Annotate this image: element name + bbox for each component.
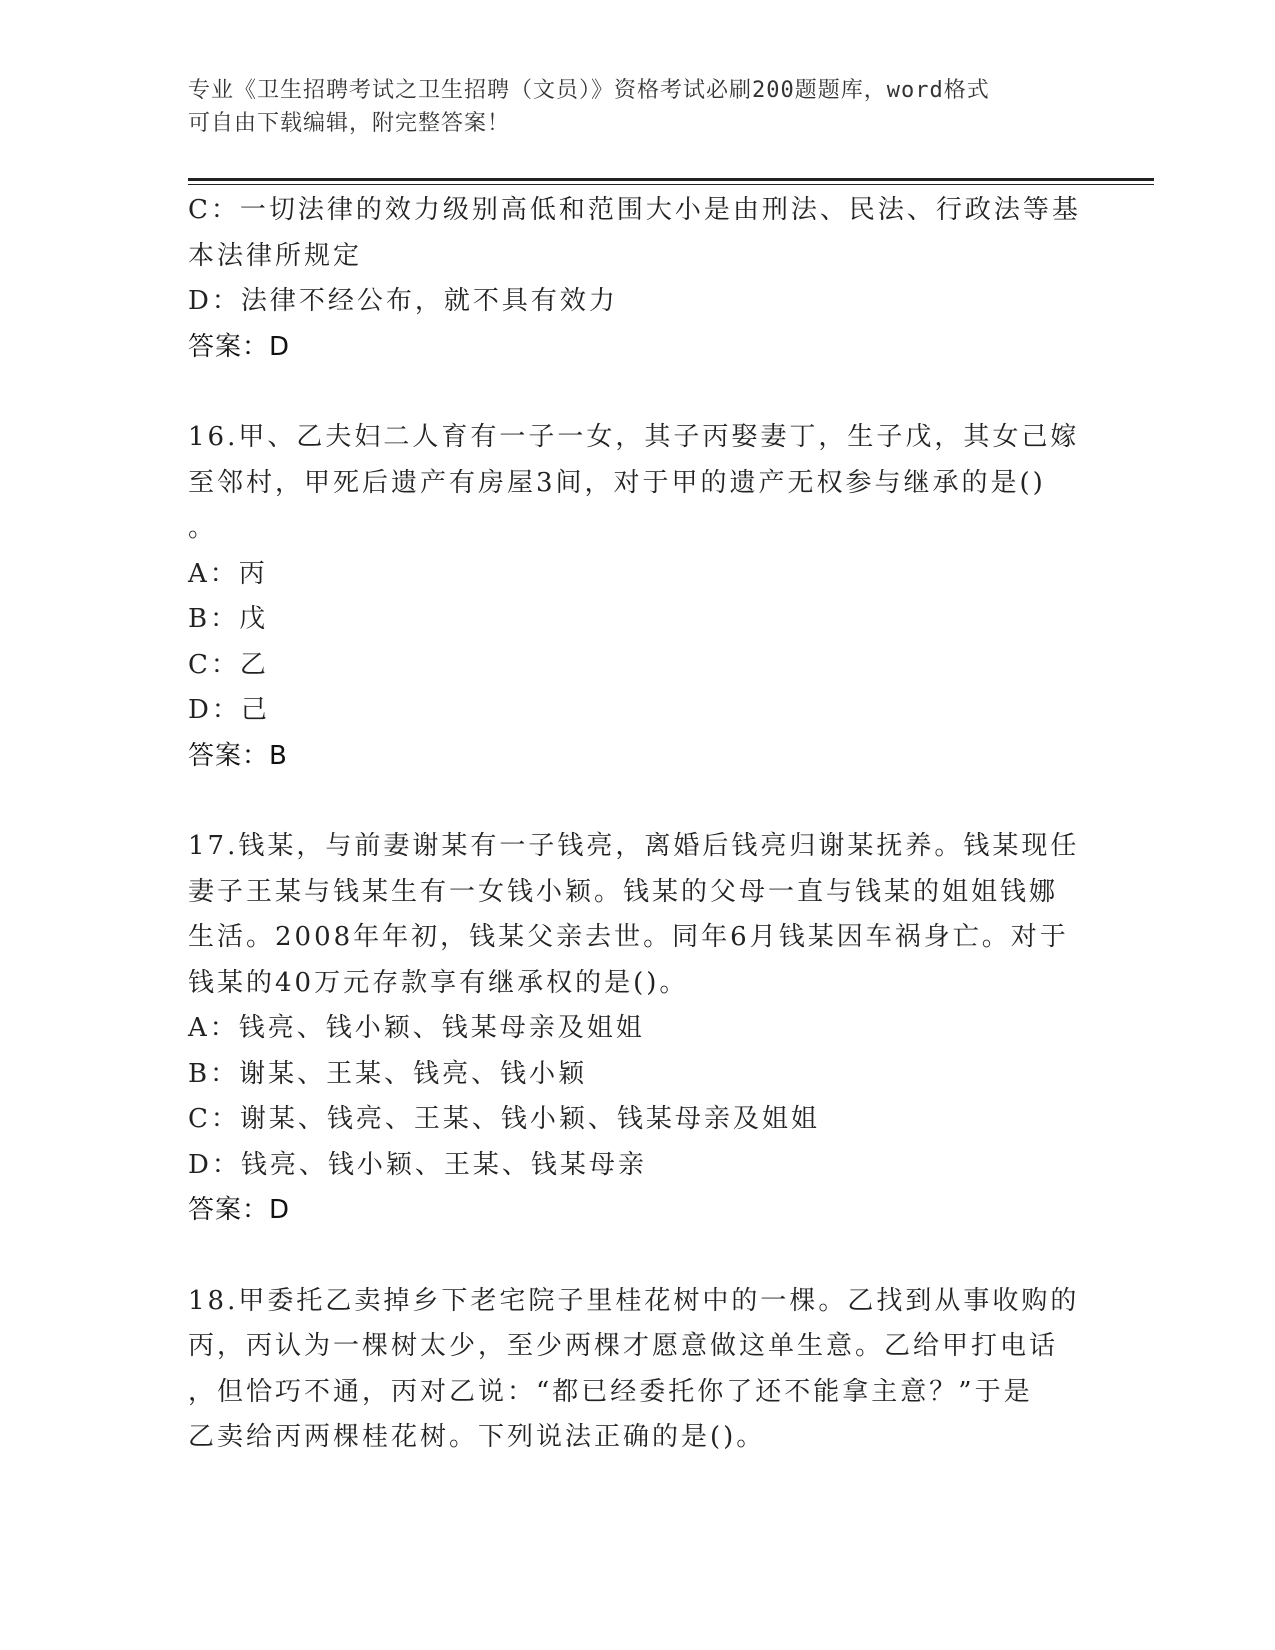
option-d: D：钱亮、钱小颖、王某、钱某母亲 [188,1149,647,1180]
question-stem-line: 16.甲、乙夫妇二人育有一子一女，其子丙娶妻丁，生子戊，其女己嫁 [188,422,1080,452]
question-18 [188,1279,1088,1461]
option-a: A：钱亮、钱小颖、钱某母亲及姐姐 [188,1013,645,1043]
question-17 [188,824,1088,1234]
document-header [188,74,1068,140]
question-stem-line: 妻子王某与钱某生有一女钱小颖。钱某的父母一直与钱某的姐姐钱娜 [188,876,1059,907]
header-line-1: 专业《卫生招聘考试之卫生招聘（文员）》资格考试必刷200题题库，word格式 [188,78,990,103]
question-stem-line: 至邻村，甲死后遗产有房屋3间，对于甲的遗产无权参与继承的是() [188,467,1046,498]
question-16 [188,415,1088,779]
option-c: C：谢某、钱亮、王某、钱小颖、钱某母亲及姐姐 [188,1104,820,1134]
question-stem-line: 17.钱某，与前妻谢某有一子钱亮，离婚后钱亮归谢某抚养。钱某现任 [188,831,1080,861]
spacer [188,370,1088,415]
answer-line: 答案：D [188,1195,291,1225]
header-line-2: 可自由下载编辑，附完整答案！ [188,111,511,136]
question-stem-line: 18.甲委托乙卖掉乡下老宅院子里桂花树中的一棵。乙找到从事收购的 [188,1285,1080,1316]
question-15-continued [188,188,1088,370]
question-stem-line: ，但恰巧不通，丙对乙说：“都已经委托你了还不能拿主意？”于是 [188,1376,1033,1407]
question-stem-line: 生活。2008年年初，钱某父亲去世。同年6月钱某因车祸身亡。对于 [188,922,1069,952]
question-stem-line: 钱某的40万元存款享有继承权的是()。 [188,967,689,998]
option-d: D：己 [188,695,270,725]
option-d [188,279,1088,325]
answer-line: 答案：D [188,331,291,362]
option-line: C：一切法律的效力级别高低和范围大小是由刑法、民法、行政法等基 [188,195,1081,225]
header-divider-thin [188,184,1154,185]
option-c: C：乙 [188,649,269,680]
option-b: B：戊 [188,604,269,634]
answer-line: 答案：B [188,740,288,771]
option-c [188,188,1088,279]
spacer [188,779,1088,824]
header-divider-thick [188,178,1154,181]
spacer [188,1234,1088,1279]
question-stem-line: 。 [188,513,218,543]
option-a: A：丙 [188,558,268,589]
option-line: D：法律不经公布，就不具有效力 [188,286,618,316]
option-b: B：谢某、王某、钱亮、钱小颖 [188,1058,588,1089]
question-stem-line: 丙，丙认为一棵树太少，至少两棵才愿意做这单生意。乙给甲打电话 [188,1331,1059,1361]
question-stem-line: 乙卖给丙两棵桂花树。下列说法正确的是()。 [188,1422,766,1452]
question-list [188,188,1088,1461]
option-line: 本法律所规定 [188,240,363,271]
